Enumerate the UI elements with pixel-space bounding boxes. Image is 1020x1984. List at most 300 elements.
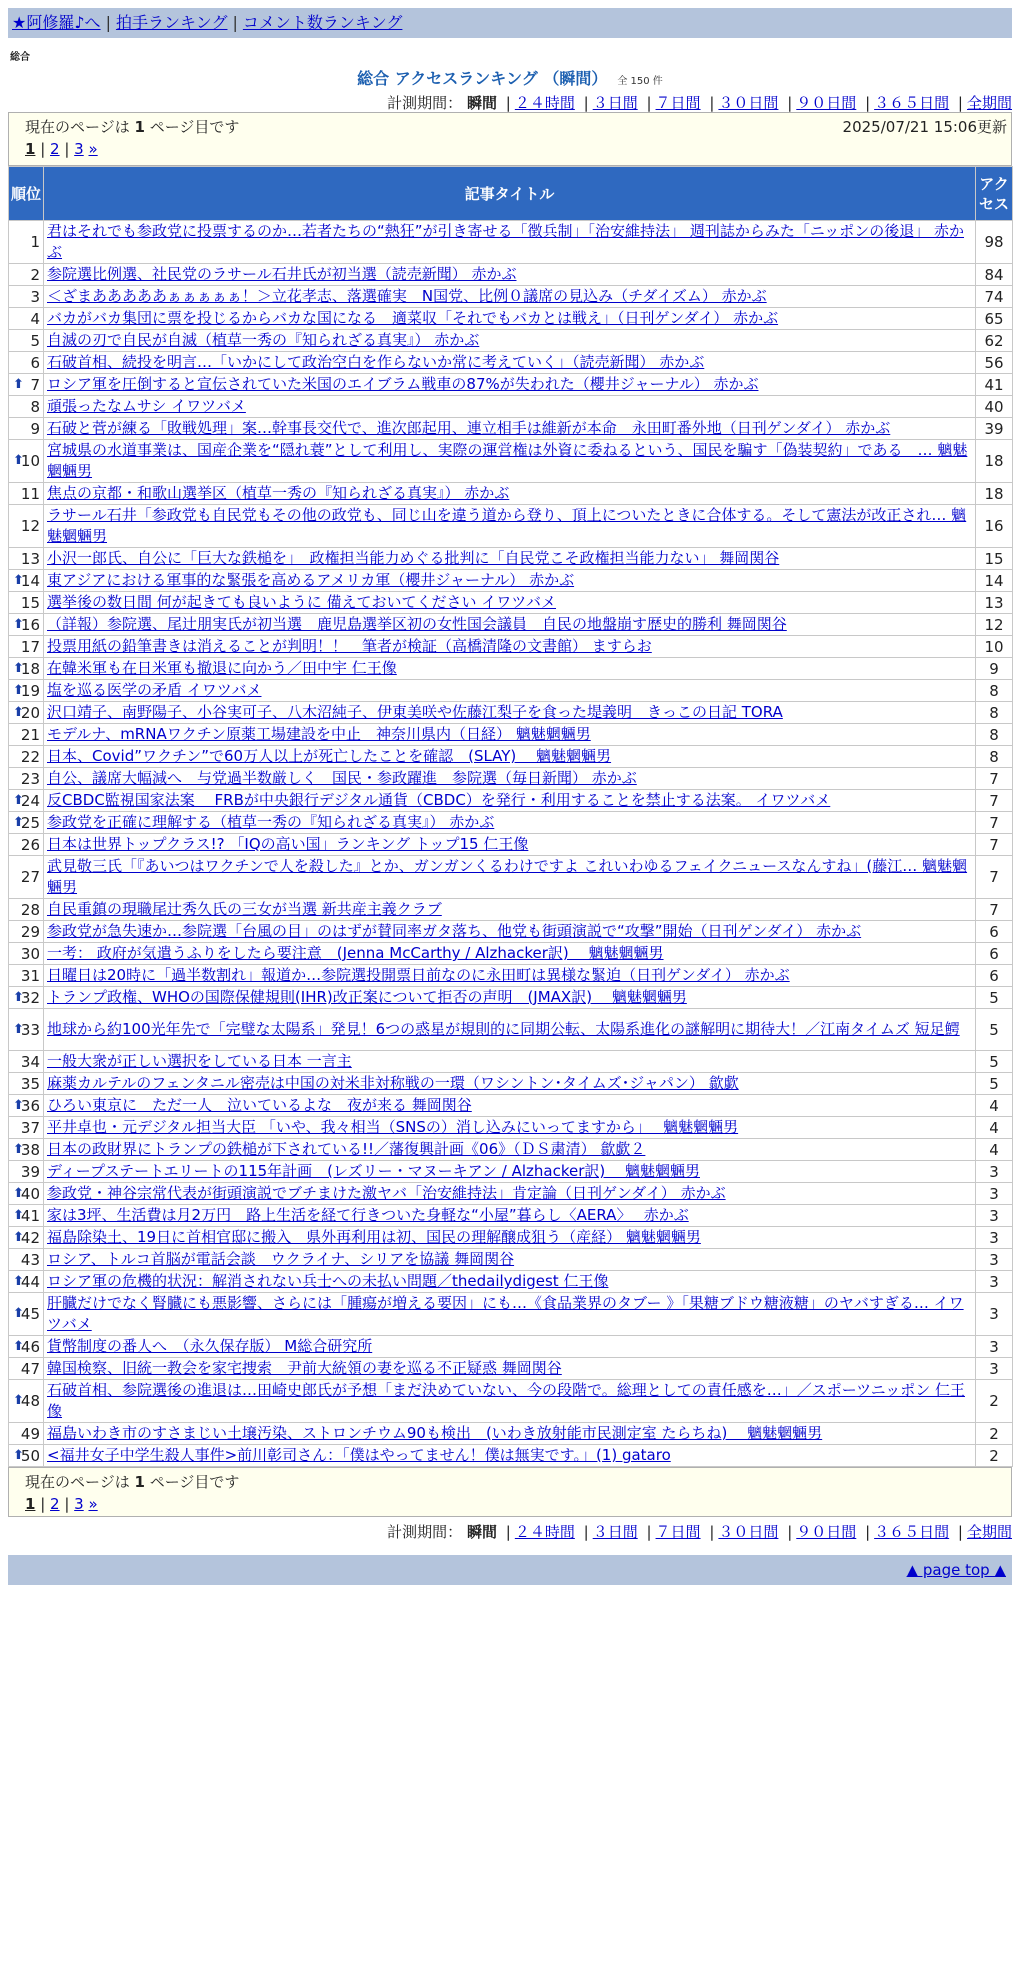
rank-number: 37	[20, 1118, 40, 1137]
access-count: 6	[976, 943, 1013, 965]
access-count: 7	[976, 790, 1013, 812]
comment-ranking-link[interactable]: コメント数ランキング	[242, 13, 403, 32]
current-page-info: 現在のページは 1 ページ目です	[25, 118, 240, 136]
title-cell	[44, 505, 976, 548]
period-24h-link[interactable]: ２４時間	[514, 94, 575, 112]
title-cell	[44, 570, 976, 592]
access-count: 16	[976, 505, 1013, 548]
article-title-link[interactable]: 自民重鎮の現職尾辻秀久氏の三女が当選 新共産主義クラブ	[47, 900, 442, 918]
title-cell	[44, 1205, 976, 1227]
article-title-link[interactable]: <福井女子中学生殺人事件>前川彰司さん：「僕はやってません！僕は無実です。」(1) gataro	[47, 1446, 671, 1464]
article-title-link[interactable]: モデルナ、mRNAワクチン原薬工場建設を中止 神奈川県内（日経） 魑魅魍魎男	[47, 725, 591, 743]
rank-cell	[9, 396, 44, 418]
period-90d-link[interactable]: ９０日間	[796, 1523, 857, 1541]
title-cell	[44, 1227, 976, 1249]
page-3-link[interactable]: 3	[74, 1495, 84, 1513]
rank-number: 22	[20, 747, 40, 766]
rank-number: 20	[20, 703, 40, 722]
title-cell	[44, 592, 976, 614]
up-arrow-icon: ⬆	[13, 1447, 24, 1463]
rank-number: 11	[20, 484, 40, 503]
table-row	[9, 418, 1013, 440]
title-cell	[44, 330, 976, 352]
title-cell	[44, 834, 976, 856]
rank-number: 8	[30, 397, 40, 416]
access-count: 4	[976, 1139, 1013, 1161]
article-title-link[interactable]: 麻薬カルテルのフェンタニル密売は中国の対米非対称戦の一環（ワシントン･タイムズ･ジャパン） 歙歔	[47, 1074, 739, 1092]
article-title-link[interactable]: 福島いわき市のすさまじい土壌汚染、ストロンチウム90も検出 (いわき放射能市民測定室 たらちね) 魑魅魍魎男	[47, 1424, 823, 1442]
page-info-box-bottom	[8, 1467, 1012, 1517]
rank-cell	[9, 1051, 44, 1073]
rank-cell	[9, 1336, 44, 1358]
category-label: 総合	[10, 52, 30, 63]
article-title-link[interactable]: 君はそれでも参政党に投票するのか…若者たちの“熱狂”が引き寄せる「徴兵制」「治安維持法」 週刊誌からみた「ニッポンの後退」 赤かぶ	[47, 222, 964, 261]
updated-timestamp: 2025/07/21 15:06更新	[842, 118, 1007, 136]
rank-number: 24	[20, 791, 40, 810]
table-row	[9, 374, 1013, 396]
up-arrow-icon: ⬆	[13, 616, 24, 632]
period-30d-link[interactable]: ３０日間	[718, 94, 779, 112]
up-arrow-icon: ⬆	[13, 814, 24, 830]
rank-number: 33	[20, 1020, 40, 1039]
page-next-link[interactable]: »	[88, 1495, 98, 1513]
table-row	[9, 1380, 1013, 1423]
rank-cell	[9, 374, 44, 396]
rank-cell	[9, 1117, 44, 1139]
table-row	[9, 790, 1013, 812]
rank-cell	[9, 308, 44, 330]
rank-number: 30	[20, 944, 40, 963]
rank-cell	[9, 987, 44, 1009]
table-row	[9, 1117, 1013, 1139]
article-title-link[interactable]: 日曜日は20時に「過半数割れ」報道か…参院選投開票日前なのに永田町は異様な緊迫（日刊ゲンダイ） 赤かぶ	[47, 966, 790, 984]
rank-cell	[9, 790, 44, 812]
article-title-link[interactable]: 武見敬三氏「『あいつはワクチンで人を殺した』とか、ガンガンくるわけですよ これいわゆるフェイクニュースなんすね」(藤江… 魑魅魍魎男	[47, 857, 968, 896]
title-cell	[44, 790, 976, 812]
rank-number: 16	[20, 615, 40, 634]
article-title-link[interactable]: 参院選比例選、社民党のラサール石井氏が初当選（読売新聞） 赤かぶ	[47, 265, 517, 283]
period-24h-link[interactable]: ２４時間	[514, 1523, 575, 1541]
rank-number: 4	[30, 309, 40, 328]
rank-cell	[9, 1227, 44, 1249]
up-arrow-icon: ⬆	[13, 453, 24, 468]
rank-number: 36	[20, 1096, 40, 1115]
nav-separator: |	[105, 13, 111, 32]
access-count: 84	[976, 264, 1013, 286]
period-365d-link[interactable]: ３６５日間	[874, 94, 950, 112]
access-count: 65	[976, 308, 1013, 330]
table-row	[9, 308, 1013, 330]
table-row	[9, 943, 1013, 965]
rank-cell	[9, 1358, 44, 1380]
title-cell	[44, 1183, 976, 1205]
period-selector-bottom: 計測期間： 瞬間 | ２４時間 | ３日間 | ７日間 | ３０日間 | ９０日間 | ３６５日間 | 全期間	[387, 1523, 1012, 1541]
rank-cell	[9, 1423, 44, 1445]
table-row	[9, 1095, 1013, 1117]
ranking-table	[8, 166, 1013, 1467]
table-row	[9, 965, 1013, 987]
article-title-link[interactable]: 石破首相、続投を明言…「いかにして政治空白を作らないか常に考えていく」（読売新聞） 赤かぶ	[47, 353, 705, 371]
access-count: 4	[976, 1095, 1013, 1117]
article-title-link[interactable]: （詳報）参院選、尾辻朋実氏が初当選 鹿児島選挙区初の女性国会議員 自民の地盤崩す歴史的勝利 舞岡関谷	[47, 615, 787, 633]
access-count: 7	[976, 899, 1013, 921]
article-title-link[interactable]: 石破首相、参院選後の進退は…田崎史郎氏が予想「まだ決めていない、今の段階で。総理としての責任感を…」／スポーツニッポン 仁王像	[47, 1381, 965, 1420]
article-title-link[interactable]: 参政党・神谷宗常代表が街頭演説でブチまけた激ヤバ「治安維持法」肯定論（日刊ゲンダイ） 赤かぶ	[47, 1184, 726, 1202]
article-title-link[interactable]: 沢口靖子、南野陽子、小谷実可子、八木沼純子、伊東美咲や佐藤江梨子を食った堤義明 きっこの日記 TORA	[47, 703, 783, 721]
period-3d-link[interactable]: ３日間	[592, 94, 638, 112]
article-title-link[interactable]: 参政党が急失速か…参院選「台風の目」のはずが賛同率ガタ落ち、他党も街頭演説で“攻撃”開始（日刊ゲンダイ） 赤かぶ	[47, 922, 862, 940]
article-title-link[interactable]: 福島除染土、19日に首相官邸に搬入 県外再利用は初、国民の理解醸成狙う（産経） 魑魅魍魎男	[47, 1228, 701, 1246]
table-row	[9, 856, 1013, 899]
up-arrow-icon: ⬆	[13, 1021, 24, 1037]
title-cell	[44, 943, 976, 965]
access-count: 3	[976, 1249, 1013, 1271]
table-row	[9, 1183, 1013, 1205]
access-count: 74	[976, 286, 1013, 308]
access-count: 3	[976, 1227, 1013, 1249]
rank-cell	[9, 834, 44, 856]
rank-cell	[9, 352, 44, 374]
rank-cell	[9, 768, 44, 790]
up-arrow-icon: ⬆	[13, 1306, 24, 1321]
article-title-link[interactable]: 一考： 政府が気遣うふりをしたら要注意 (Jenna McCarthy / Alzhacker訳) 魑魅魍魎男	[47, 944, 664, 962]
period-30d-link[interactable]: ３０日間	[718, 1523, 779, 1541]
title-cell	[44, 286, 976, 308]
rank-number: 12	[20, 517, 40, 535]
access-count: 7	[976, 768, 1013, 790]
access-count: 3	[976, 1205, 1013, 1227]
title-cell	[44, 658, 976, 680]
rank-cell	[9, 483, 44, 505]
rank-number: 13	[20, 549, 40, 568]
article-title-link[interactable]: 平井卓也・元デジタル担当大臣 「いや、我々相当（SNSの）消し込みにいってますから」 魑魅魍魎男	[47, 1118, 739, 1136]
rank-number: 14	[20, 571, 40, 590]
article-title-link[interactable]: ロシア軍の危機的状況：解消されない兵士への未払い問題／thedailydigest 仁王像	[47, 1272, 609, 1290]
home-link[interactable]: ★阿修羅♪へ	[12, 13, 101, 32]
access-count: 41	[976, 374, 1013, 396]
rank-number: 42	[20, 1228, 40, 1247]
article-title-link[interactable]: 小沢一郎氏、自公に「巨大な鉄槌を」 政権担当能力めぐる批判に「自民党こそ政権担当能力ない」 舞岡関谷	[47, 549, 780, 567]
rank-cell	[9, 658, 44, 680]
access-count: 3	[976, 1293, 1013, 1336]
rank-number: 21	[20, 725, 40, 744]
table-row	[9, 1051, 1013, 1073]
access-count: 3	[976, 1161, 1013, 1183]
article-title-link[interactable]: 選挙後の数日間 何が起きても良いように 備えておいてください イワツバメ	[47, 593, 557, 611]
article-title-link[interactable]: 頑張ったなムサシ イワツバメ	[47, 397, 246, 415]
title-cell	[44, 680, 976, 702]
rank-number: 35	[20, 1074, 40, 1093]
title-cell	[44, 1380, 976, 1423]
article-title-link[interactable]: ロシア軍を圧倒すると宣伝されていた米国のエイブラム戦車の87%が失われた（櫻井ジャーナル） 赤かぶ	[47, 375, 759, 393]
rank-cell	[9, 899, 44, 921]
applause-ranking-link[interactable]: 拍手ランキング	[115, 13, 228, 32]
access-count: 3	[976, 1336, 1013, 1358]
period-7d-link[interactable]: ７日間	[655, 94, 701, 112]
table-row	[9, 396, 1013, 418]
page-next-link[interactable]: »	[88, 140, 98, 158]
article-title-link[interactable]: 韓国検察、旧統一教会を家宅捜索 尹前大統領の妻を巡る不正疑惑 舞岡関谷	[47, 1359, 562, 1377]
title-cell	[44, 1139, 976, 1161]
rank-cell	[9, 812, 44, 834]
rank-number: 19	[20, 681, 40, 700]
article-title-link[interactable]: 肝臓だけでなく腎臓にも悪影響、さらには「腫瘍が増える要因」にも…《食品業界のタブー 》「果糖ブドウ糖液糖」のヤバすぎる… イワツバメ	[47, 1294, 964, 1333]
table-row	[9, 1445, 1013, 1467]
rank-number: 50	[20, 1446, 40, 1465]
title-cell	[44, 1271, 976, 1293]
rank-number: 39	[20, 1162, 40, 1181]
table-row	[9, 548, 1013, 570]
rank-number: 28	[20, 900, 40, 919]
article-title-link[interactable]: 地球から約100光年先で「完璧な太陽系」発見！6つの惑星が規則的に同期公転、太陽系進化の謎解明に期待大！／江南タイムズ 短足鰐	[47, 1020, 960, 1038]
up-arrow-icon: ⬆	[13, 989, 24, 1005]
period-365d-link[interactable]: ３６５日間	[874, 1523, 950, 1541]
rank-cell	[9, 1073, 44, 1095]
article-title-link[interactable]: 東アジアにおける軍事的な緊張を高めるアメリカ軍（櫻井ジャーナル） 赤かぶ	[47, 571, 575, 589]
table-row	[9, 264, 1013, 286]
current-page-info: 現在のページは 1 ページ目です	[25, 1473, 240, 1491]
table-row	[9, 614, 1013, 636]
title-cell	[44, 1336, 976, 1358]
title-cell	[44, 987, 976, 1009]
rank-cell	[9, 505, 44, 548]
period-3d-link[interactable]: ３日間	[592, 1523, 638, 1541]
article-title-link[interactable]: 在韓米軍も在日米軍も撤退に向かう／田中宇 仁王像	[47, 659, 397, 677]
rank-cell	[9, 1183, 44, 1205]
up-arrow-icon: ⬆	[13, 704, 24, 720]
article-title-link[interactable]: 貨幣制度の番人へ （永久保存版） M総合研究所	[47, 1337, 373, 1355]
period-label: 計測期間：	[387, 1523, 463, 1541]
rank-number: 31	[20, 966, 40, 985]
up-arrow-icon: ⬆	[13, 682, 24, 698]
rank-cell	[9, 724, 44, 746]
table-row	[9, 505, 1013, 548]
article-title-link[interactable]: 焦点の京都・和歌山選挙区（植草一秀の『知られざる真実』） 赤かぶ	[47, 484, 510, 502]
access-count: 39	[976, 418, 1013, 440]
page-current: 1	[25, 1495, 36, 1513]
rank-number: 3	[30, 287, 40, 306]
rank-cell	[9, 856, 44, 899]
table-row	[9, 1227, 1013, 1249]
table-row	[9, 899, 1013, 921]
title-cell	[44, 636, 976, 658]
article-title-link[interactable]: 日本の政財界にトランプの鉄槌が下されている!!／藩復興計画《06》（ＤＳ粛清） 歙歔２	[47, 1140, 646, 1158]
rank-cell	[9, 702, 44, 724]
table-row	[9, 1205, 1013, 1227]
title-cell	[44, 1051, 976, 1073]
article-title-link[interactable]: 日本、Covid”ワクチン”で60万人以上が死亡したことを確認 (SLAY) 魑魅魍魎男	[47, 747, 612, 765]
article-title-link[interactable]: 石破と菅が練る「敗戦処理」案…幹事長交代で、進次郎起用、連立相手は維新が本命 永田町番外地（日刊ゲンダイ） 赤かぶ	[47, 419, 891, 437]
article-title-link[interactable]: ＜ざまあああああぁぁぁぁぁ！＞立花孝志、落選確実 N国党、比例０議席の見込み（チダイズム） 赤かぶ	[47, 287, 767, 305]
table-row	[9, 1423, 1013, 1445]
title-cell	[44, 1423, 976, 1445]
rank-cell	[9, 965, 44, 987]
table-row	[9, 1073, 1013, 1095]
title-cell	[44, 352, 976, 374]
article-title-link[interactable]: トランプ政権、WHOの国際保健規則(IHR)改正案について拒否の声明 (JMAX訳) 魑魅魍魎男	[47, 988, 687, 1006]
rank-number: 6	[30, 353, 40, 372]
ranking-title: 総合 アクセスランキング （瞬間）	[357, 69, 608, 88]
page-2-link[interactable]: 2	[50, 140, 60, 158]
up-arrow-icon: ⬆	[13, 1097, 24, 1113]
article-title-link[interactable]: 自滅の刃で自民が自滅（植草一秀の『知られざる真実』） 赤かぶ	[47, 331, 480, 349]
article-title-link[interactable]: ラサール石井「参政党も自民党もその他の政党も、同じ山を違う道から登り、頂上についたときに合体する。そして憲法が改正され… 魑魅魍魎男	[47, 506, 967, 545]
page-top-link[interactable]: ▲ page top ▲	[906, 1561, 1006, 1579]
up-arrow-icon: ⬆	[13, 1185, 24, 1201]
table-row	[9, 352, 1013, 374]
title-cell	[44, 1117, 976, 1139]
up-arrow-icon: ⬆	[13, 1393, 24, 1408]
article-title-link[interactable]: 自公、議席大幅減へ 与党過半数厳しく 国民・参政躍進 参院選（毎日新聞） 赤かぶ	[47, 769, 637, 787]
access-count: 15	[976, 548, 1013, 570]
access-count: 7	[976, 812, 1013, 834]
table-header-row	[9, 167, 1013, 221]
pagination-top: 1 | 2 | 3 »	[25, 140, 98, 158]
access-count: 5	[976, 1009, 1013, 1051]
rank-cell	[9, 1249, 44, 1271]
rank-cell	[9, 592, 44, 614]
title-cell	[44, 374, 976, 396]
rank-number: 26	[20, 835, 40, 854]
article-title-link[interactable]: 宮城県の水道事業は、国産企業を“隠れ蓑”として利用し、実際の運営権は外資に委ねるという、国民を騙す「偽装契約」である … 魑魅魍魎男	[47, 441, 968, 480]
title-cell	[44, 440, 976, 483]
access-count: 8	[976, 680, 1013, 702]
title-cell	[44, 1161, 976, 1183]
title-cell	[44, 1009, 976, 1051]
rank-number: 47	[20, 1359, 40, 1378]
article-title-link[interactable]: 一般大衆が正しい選択をしている日本 一言主	[47, 1052, 352, 1070]
article-title-link[interactable]: バカがバカ集団に票を投じるからバカな国になる 適菜収「それでもバカとは戦え」（日刊ゲンダイ） 赤かぶ	[47, 309, 779, 327]
period-90d-link[interactable]: ９０日間	[796, 94, 857, 112]
title-cell	[44, 1445, 976, 1467]
article-title-link[interactable]: ひろい東京に ただ一人 泣いているよな 夜が来る 舞岡関谷	[47, 1096, 472, 1114]
title-cell	[44, 264, 976, 286]
up-arrow-icon: ⬆	[13, 376, 24, 392]
article-title-link[interactable]: 投票用紙の鉛筆書きは消えることが判明！！ 筆者が検証（高橋清隆の文書館） ますらお	[47, 637, 652, 655]
table-row	[9, 330, 1013, 352]
article-title-link[interactable]: 参政党を正確に理解する（植草一秀の『知られざる真実』） 赤かぶ	[47, 813, 495, 831]
rank-cell	[9, 1139, 44, 1161]
rank-number: 7	[30, 375, 40, 394]
rank-number: 15	[20, 593, 40, 612]
rank-number: 2	[30, 265, 40, 284]
table-row	[9, 1139, 1013, 1161]
rank-cell	[9, 636, 44, 658]
title-cell	[44, 921, 976, 943]
article-title-link[interactable]: 塩を巡る医学の矛盾 イワツバメ	[47, 681, 262, 699]
access-count: 40	[976, 396, 1013, 418]
period-current: 瞬間	[466, 94, 497, 112]
rank-cell	[9, 1009, 44, 1051]
rank-number: 41	[20, 1206, 40, 1225]
period-current: 瞬間	[466, 1523, 497, 1541]
article-title-link[interactable]: 日本は世界トップクラス!? 「IQの高い国」ランキング トップ15 仁王像	[47, 835, 529, 853]
rank-cell	[9, 746, 44, 768]
table-row	[9, 1249, 1013, 1271]
table-row	[9, 1161, 1013, 1183]
table-row	[9, 987, 1013, 1009]
table-row	[9, 592, 1013, 614]
access-count: 2	[976, 1423, 1013, 1445]
rank-cell	[9, 330, 44, 352]
rank-number: 48	[20, 1392, 40, 1410]
article-title-link[interactable]: ディープステートエリートの115年計画 (レズリー・マヌーキアン / Alzhacker訳) 魑魅魍魎男	[47, 1162, 700, 1180]
up-arrow-icon: ⬆	[13, 1229, 24, 1245]
rank-number: 10	[20, 452, 40, 470]
up-arrow-icon: ⬆	[13, 1338, 24, 1354]
up-arrow-icon: ⬆	[13, 1207, 24, 1223]
title-cell	[44, 856, 976, 899]
access-count: 18	[976, 440, 1013, 483]
article-title-link[interactable]: 反CBDC監視国家法案 FRBが中央銀行デジタル通貨（CBDC）を発行・利用することを禁止する法案。 イワツバメ	[47, 791, 831, 809]
rank-number: 27	[20, 868, 40, 886]
access-count: 56	[976, 352, 1013, 374]
header-rank: 順位	[9, 167, 44, 221]
rank-number: 40	[20, 1184, 40, 1203]
access-count: 8	[976, 746, 1013, 768]
page-3-link[interactable]: 3	[74, 140, 84, 158]
title-cell	[44, 418, 976, 440]
title-cell	[44, 724, 976, 746]
header-title: 記事タイトル	[44, 167, 976, 221]
access-count: 6	[976, 921, 1013, 943]
ranking-table-body	[9, 221, 1013, 1467]
period-all-link[interactable]: 全期間	[966, 1523, 1012, 1541]
access-count: 8	[976, 702, 1013, 724]
period-selector-top: 計測期間： 瞬間 | ２４時間 | ３日間 | ７日間 | ３０日間 | ９０日間 | ３６５日間 | 全期間	[387, 94, 1012, 112]
rank-cell	[9, 1445, 44, 1467]
table-row	[9, 702, 1013, 724]
rank-cell	[9, 1161, 44, 1183]
table-row	[9, 921, 1013, 943]
rank-number: 34	[20, 1052, 40, 1071]
period-7d-link[interactable]: ７日間	[655, 1523, 701, 1541]
rank-cell	[9, 264, 44, 286]
access-count: 6	[976, 965, 1013, 987]
rank-number: 18	[20, 659, 40, 678]
table-row	[9, 221, 1013, 264]
rank-number: 46	[20, 1337, 40, 1356]
nav-separator: |	[232, 13, 238, 32]
table-row	[9, 483, 1013, 505]
page-current: 1	[25, 140, 36, 158]
title-cell	[44, 221, 976, 264]
top-nav-bar	[8, 8, 1012, 38]
title-cell	[44, 1095, 976, 1117]
table-row	[9, 768, 1013, 790]
rank-number: 45	[20, 1305, 40, 1323]
page-info-box-top	[8, 112, 1012, 166]
title-cell	[44, 1073, 976, 1095]
article-title-link[interactable]: 家は3坪、生活費は月2万円 路上生活を経て行きついた身軽な“小屋”暮らし〈AERA〉 赤かぶ	[47, 1206, 689, 1224]
rank-number: 17	[20, 637, 40, 656]
page-2-link[interactable]: 2	[50, 1495, 60, 1513]
up-arrow-icon: ⬆	[13, 792, 24, 808]
access-count: 5	[976, 1051, 1013, 1073]
access-count: 3	[976, 1358, 1013, 1380]
article-title-link[interactable]: ロシア、トルコ首脳が電話会談 ウクライナ、シリアを協議 舞岡関谷	[47, 1250, 515, 1268]
title-cell	[44, 702, 976, 724]
period-all-link[interactable]: 全期間	[966, 94, 1012, 112]
table-row	[9, 440, 1013, 483]
rank-number: 23	[20, 769, 40, 788]
access-count: 7	[976, 834, 1013, 856]
rank-cell	[9, 1095, 44, 1117]
up-arrow-icon: ⬆	[13, 572, 24, 588]
rank-number: 38	[20, 1140, 40, 1159]
rank-number: 43	[20, 1250, 40, 1269]
rank-number: 5	[30, 331, 40, 350]
